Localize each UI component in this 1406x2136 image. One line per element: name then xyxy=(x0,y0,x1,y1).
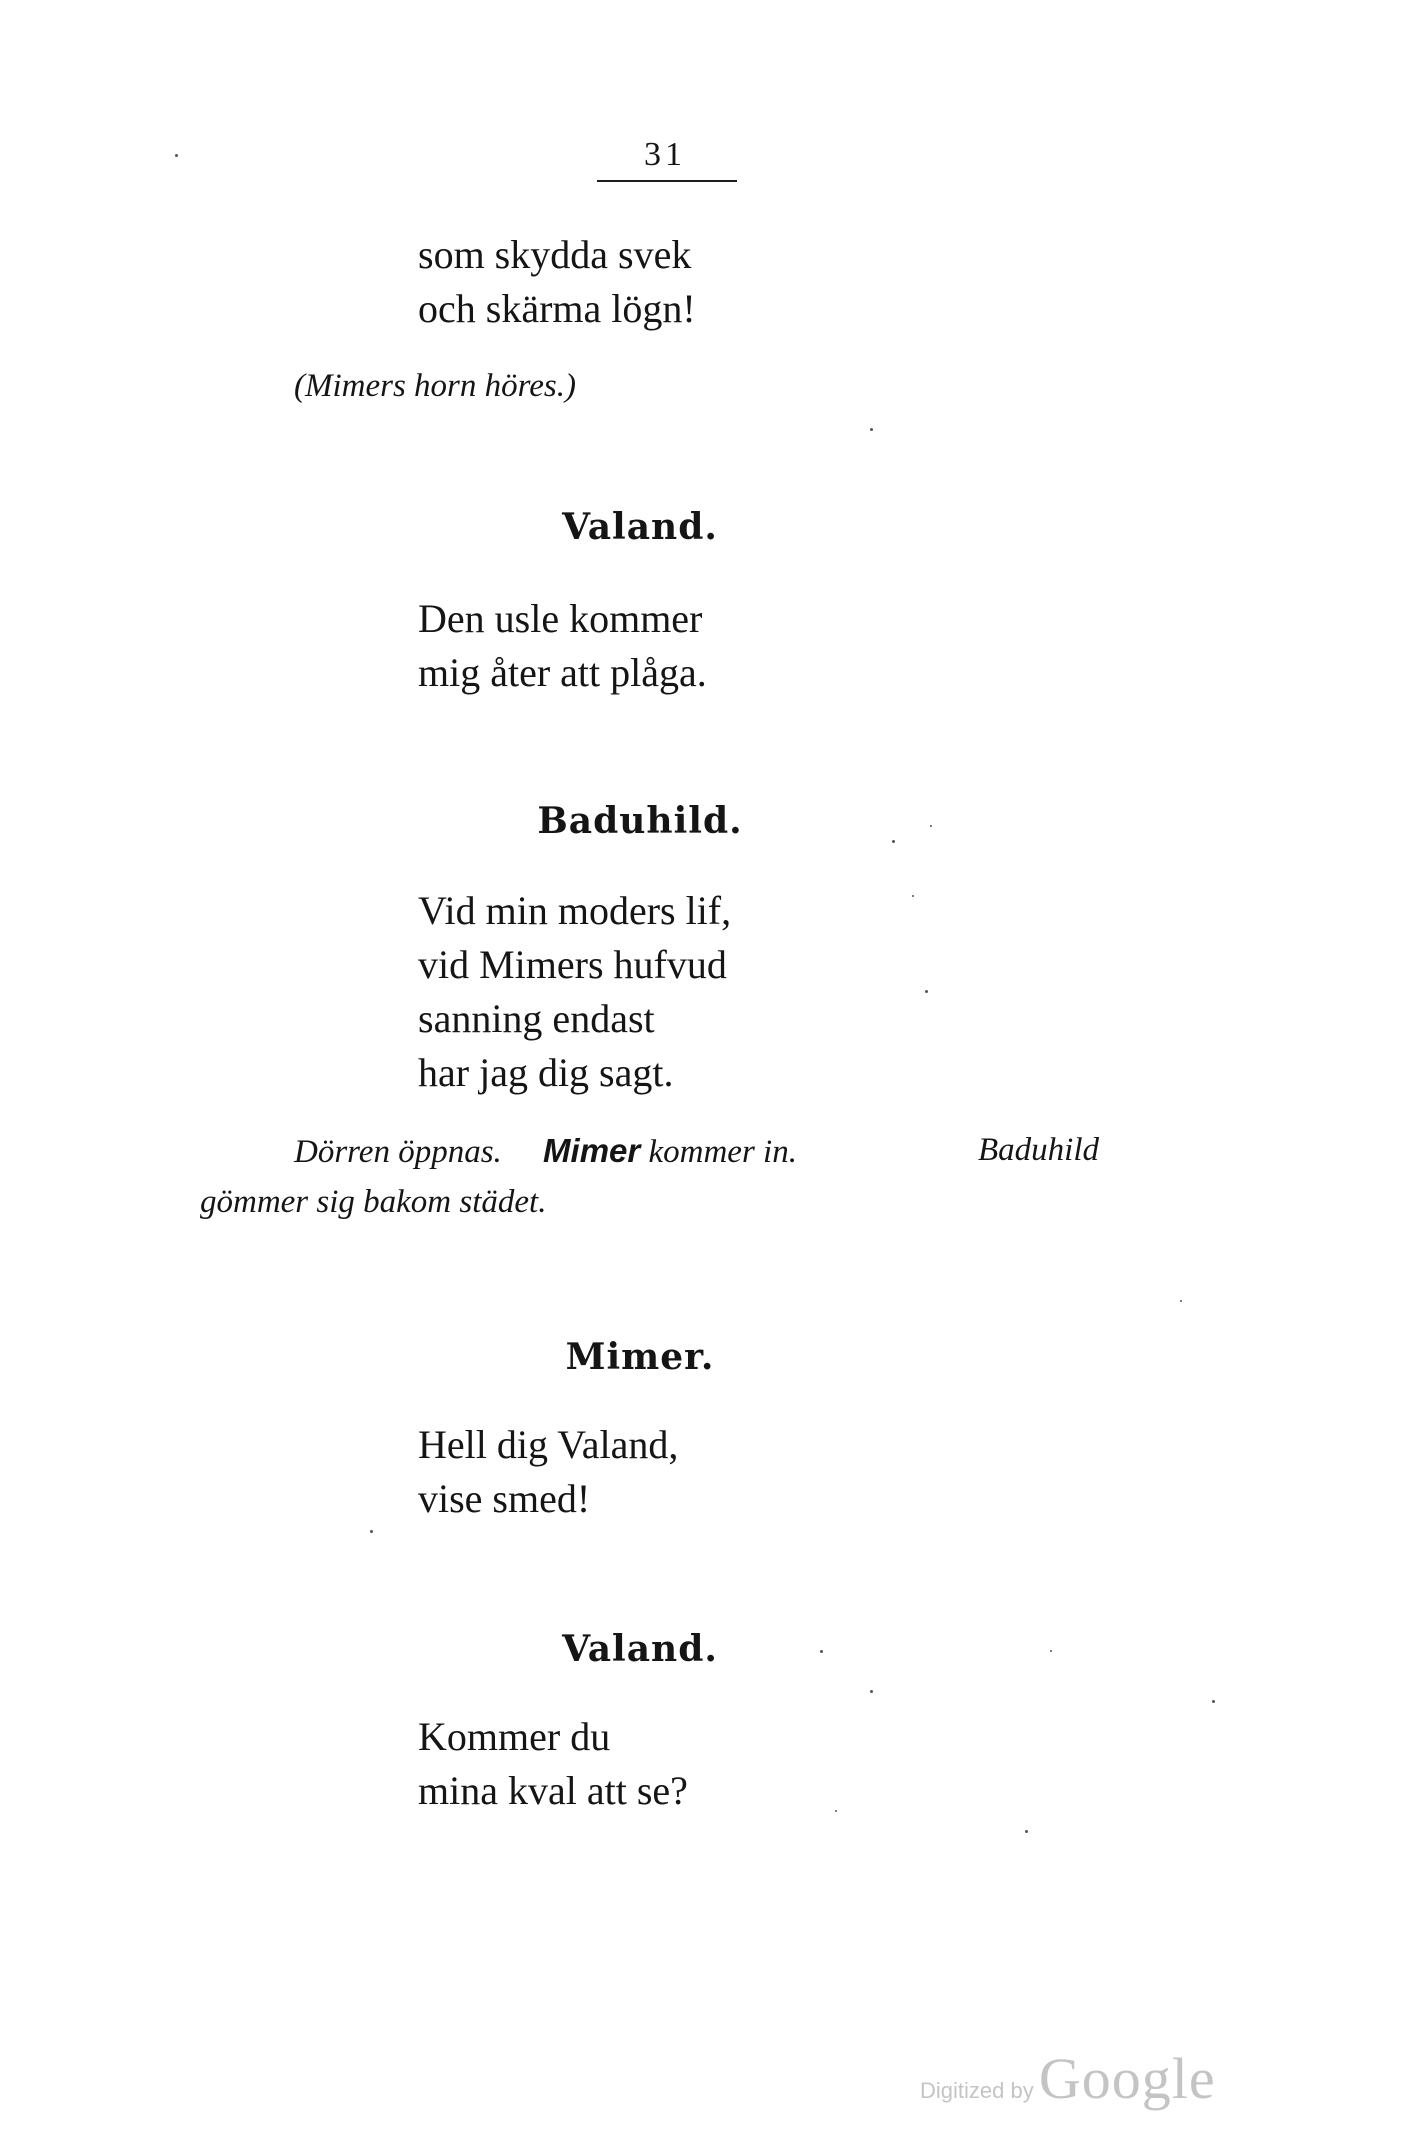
verse-line: Hell dig Valand, xyxy=(418,1422,679,1467)
scan-speck xyxy=(930,825,932,827)
verse-line: mig åter att plåga. xyxy=(418,650,707,695)
scan-speck xyxy=(1180,1300,1182,1302)
stage-direction-2-end: Baduhild xyxy=(978,1132,1099,1168)
page-number: 31 xyxy=(644,136,686,173)
verse-line: mina kval att se? xyxy=(418,1768,688,1813)
verse-line: vise smed! xyxy=(418,1476,591,1521)
verse-line: vid Mimers hufvud xyxy=(418,942,727,987)
speaker-heading-mimer: Mimer. xyxy=(565,1336,715,1378)
verse-block-2 xyxy=(418,592,707,700)
stage-character-name: Mimer xyxy=(543,1132,641,1169)
scan-speck xyxy=(925,990,928,993)
verse-line: som skydda svek xyxy=(418,232,692,277)
watermark-brand: Google xyxy=(1038,2046,1216,2111)
header-rule xyxy=(597,180,737,182)
verse-block-3 xyxy=(418,884,731,1100)
scan-speck xyxy=(820,1650,823,1653)
verse-line: Den usle kommer xyxy=(418,596,703,641)
stage-direction-2 xyxy=(294,1132,797,1171)
scan-speck xyxy=(892,840,895,843)
verse-block-1 xyxy=(418,228,696,336)
scan-speck xyxy=(912,895,914,897)
verse-block-5 xyxy=(418,1710,688,1818)
speaker-heading-baduhild: Baduhild. xyxy=(537,800,743,842)
verse-line: och skärma lögn! xyxy=(418,286,696,331)
speaker-heading-valand: Valand. xyxy=(562,506,718,548)
stage-text: Dörren öppnas. xyxy=(294,1134,502,1170)
verse-line: Kommer du xyxy=(418,1714,611,1759)
verse-line: Vid min moders lif, xyxy=(418,888,732,933)
stage-direction-1: (Mimers horn höres.) xyxy=(294,368,576,404)
watermark-prefix: Digitized by xyxy=(920,2078,1034,2103)
stage-text: kommer in. xyxy=(648,1134,797,1170)
speaker-heading-valand: Valand. xyxy=(562,1628,718,1670)
scan-speck xyxy=(870,1690,873,1693)
stage-direction-2-line2: gömmer sig bakom städet. xyxy=(200,1184,547,1220)
scan-speck xyxy=(835,1810,837,1812)
scan-speck xyxy=(1025,1830,1028,1833)
scan-speck xyxy=(1212,1700,1215,1703)
verse-block-4 xyxy=(418,1418,678,1526)
scan-speck xyxy=(1050,1650,1052,1652)
scan-speck xyxy=(870,428,873,431)
verse-line: sanning endast xyxy=(418,996,655,1041)
digitized-by-google-watermark xyxy=(920,2045,1216,2112)
verse-line: har jag dig sagt. xyxy=(418,1050,674,1095)
scan-speck xyxy=(370,1530,373,1533)
scan-speck xyxy=(175,154,178,157)
